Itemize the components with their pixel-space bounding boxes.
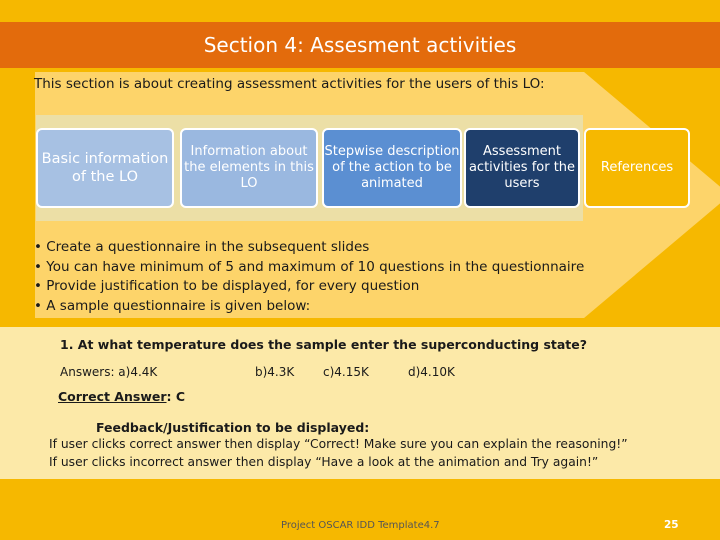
step-basic-information: Basic information of the LO — [36, 128, 174, 208]
step-assessment-activities: Assessment activities for the users — [464, 128, 580, 208]
feedback-incorrect: If user clicks incorrect answer then display “Have a look at the animation and Try again!” — [49, 455, 599, 469]
page-number: 25 — [664, 519, 679, 531]
correct-answer — [58, 389, 185, 404]
feedback-correct: If user clicks correct answer then display “Correct! Make sure you can explain the reasoning!” — [49, 437, 628, 451]
footer-text: Project OSCAR IDD Template4.7 — [281, 520, 440, 531]
instruction-item: • You can have minimum of 5 and maximum of 10 questions in the questionnaire — [34, 258, 585, 275]
step-element-information: Information about the elements in this LO — [180, 128, 318, 208]
instruction-item: • A sample questionnaire is given below: — [34, 297, 311, 314]
intro-text: This section is about creating assessment activities for the users of this LO: — [34, 76, 545, 92]
answer-option-b: b)4.3K — [255, 365, 295, 379]
step-references: References — [584, 128, 690, 208]
sample-question: 1. At what temperature does the sample enter the superconducting state? — [60, 337, 587, 352]
instruction-list — [34, 238, 584, 316]
step-stepwise-description: Stepwise description of the action to be animated — [322, 128, 462, 208]
answer-option-d: d)4.10K — [408, 365, 455, 379]
feedback-title: Feedback/Justification to be displayed: — [96, 420, 370, 435]
instruction-item: • Create a questionnaire in the subsequent slides — [34, 239, 370, 255]
correct-answer-label: Correct Answer — [58, 389, 167, 404]
instruction-item: • Provide justification to be displayed, for every question — [34, 278, 420, 294]
correct-answer-value: : C — [166, 389, 186, 404]
answer-option-a: Answers: a)4.4K — [60, 365, 158, 379]
slide-title: Section 4: Assesment activities — [203, 33, 517, 57]
answer-option-c: c)4.15K — [323, 365, 369, 379]
